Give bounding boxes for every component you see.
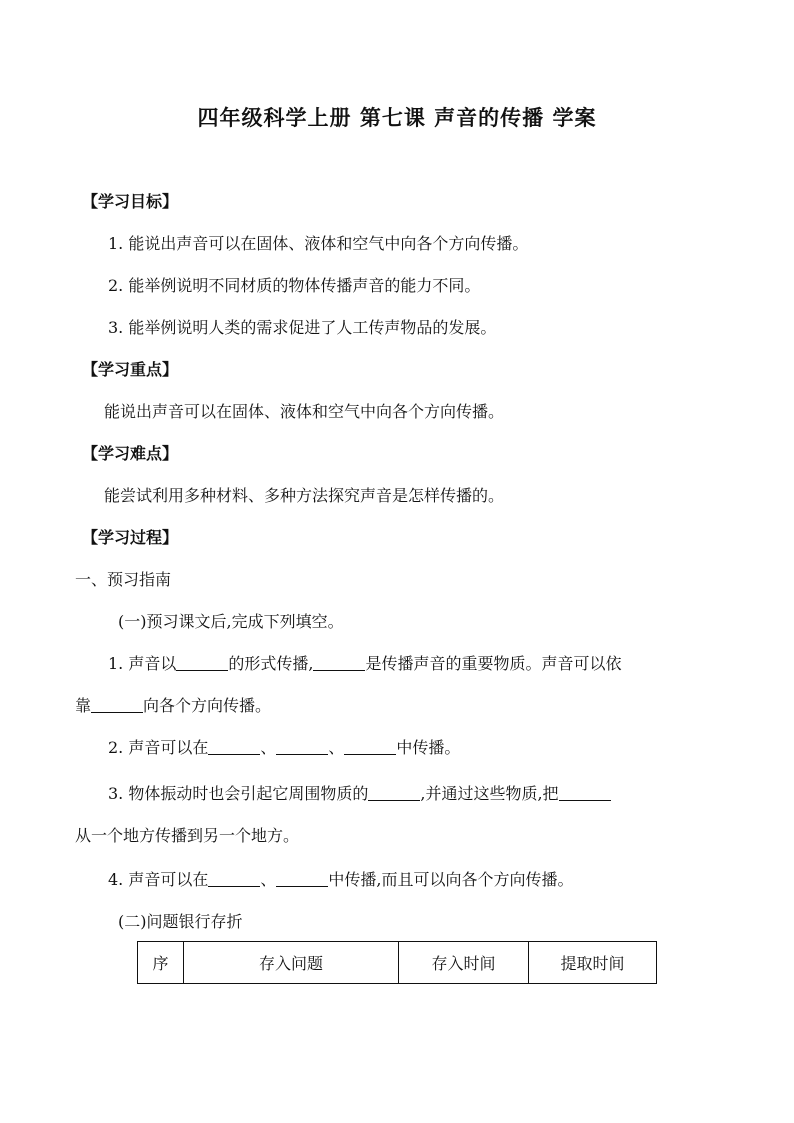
question-1-line-1 — [108, 653, 621, 675]
table-header-row — [138, 942, 657, 984]
blank-field[interactable] — [276, 870, 328, 887]
q1-text-d: 靠 — [75, 696, 92, 715]
difficulty-heading: 【学习难点】 — [82, 444, 179, 463]
q2-text-d: 中传播。 — [396, 738, 461, 757]
subsection-fill-blanks: (一)预习课文后,完成下列填空。 — [118, 612, 344, 631]
blank-field[interactable] — [368, 784, 420, 801]
question-3-line-1 — [108, 783, 611, 805]
blank-field[interactable] — [208, 738, 260, 755]
header-cell-question: 存入问题 — [184, 942, 399, 984]
q4-text-c: 中传播,而且可以向各个方向传播。 — [328, 870, 574, 889]
section-preview-guide: 一、预习指南 — [75, 570, 172, 589]
question-4 — [108, 869, 573, 891]
q4-text-b: 、 — [260, 870, 277, 889]
question-bank-table — [137, 941, 657, 984]
q3-text-b: ,并通过这些物质,把 — [420, 784, 559, 803]
goal-item-3: 3. 能举例说明人类的需求促进了人工传声物品的发展。 — [108, 318, 497, 337]
blank-field[interactable] — [276, 738, 328, 755]
blank-field[interactable] — [176, 654, 228, 671]
subsection-question-bank: (二)问题银行存折 — [118, 912, 243, 931]
q1-text-b: 的形式传播, — [228, 654, 314, 673]
question-3-line-2: 从一个地方传播到另一个地方。 — [75, 826, 300, 845]
difficulty-text: 能尝试利用多种材料、多种方法探究声音是怎样传播的。 — [104, 486, 505, 505]
blank-field[interactable] — [208, 870, 260, 887]
q1-text-c: 是传播声音的重要物质。声音可以依 — [365, 654, 622, 673]
q2-text-c: 、 — [328, 738, 345, 757]
header-cell-deposit-time: 存入时间 — [399, 942, 529, 984]
page-title: 四年级科学上册 第七课 声音的传播 学案 — [197, 106, 597, 130]
question-2 — [108, 737, 460, 759]
q3-text-a: 3. 物体振动时也会引起它周围物质的 — [108, 784, 369, 803]
q2-text-b: 、 — [260, 738, 277, 757]
q4-text-a: 4. 声音可以在 — [108, 870, 209, 889]
goal-item-2: 2. 能举例说明不同材质的物体传播声音的能力不同。 — [108, 276, 481, 295]
blank-field[interactable] — [313, 654, 365, 671]
blank-field[interactable] — [91, 696, 143, 713]
q2-text-a: 2. 声音可以在 — [108, 738, 209, 757]
q1-text-e: 向各个方向传播。 — [143, 696, 272, 715]
goals-heading: 【学习目标】 — [82, 192, 179, 211]
question-1-line-2 — [75, 695, 271, 717]
goal-item-1: 1. 能说出声音可以在固体、液体和空气中向各个方向传播。 — [108, 234, 529, 253]
header-cell-index: 序 — [138, 942, 184, 984]
header-cell-withdraw-time: 提取时间 — [529, 942, 657, 984]
process-heading: 【学习过程】 — [82, 528, 179, 547]
q1-text-a: 1. 声音以 — [108, 654, 177, 673]
key-point-text: 能说出声音可以在固体、液体和空气中向各个方向传播。 — [104, 402, 505, 421]
blank-field[interactable] — [559, 784, 611, 801]
blank-field[interactable] — [344, 738, 396, 755]
key-point-heading: 【学习重点】 — [82, 360, 179, 379]
